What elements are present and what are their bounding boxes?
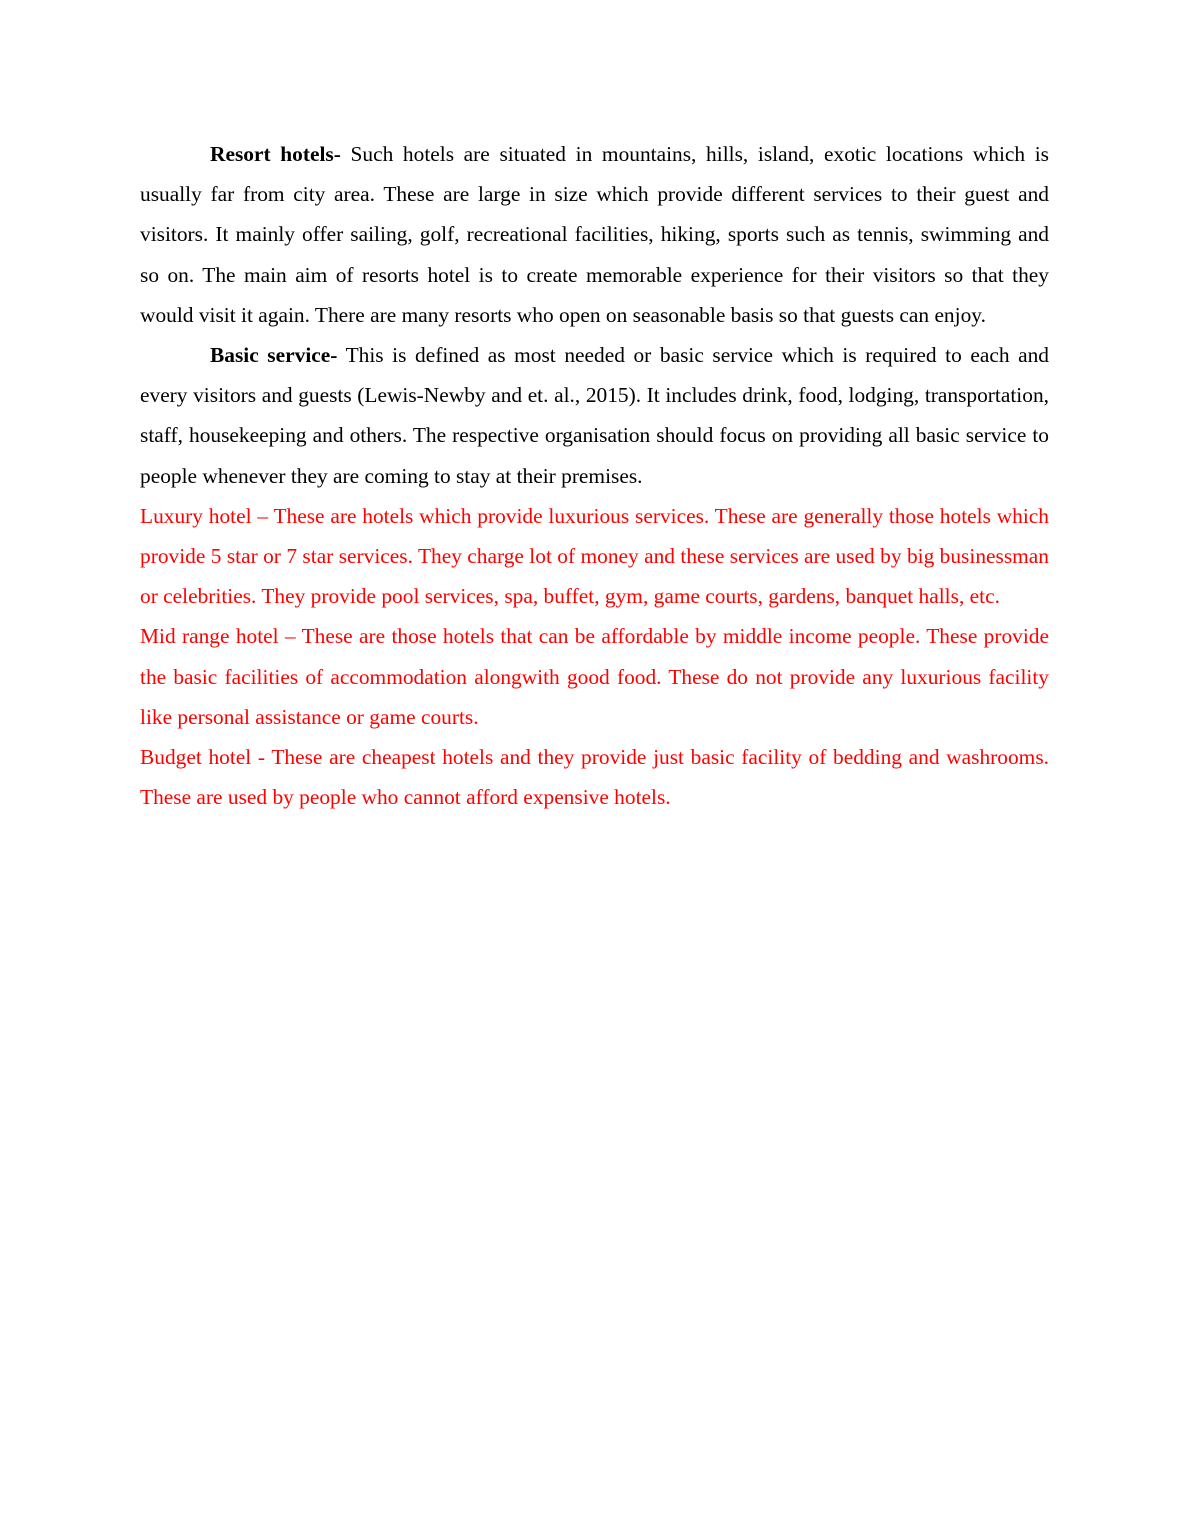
paragraph-text: Such hotels are situated in mountains, hills, island, exotic locations which is usually far from city area. These are large in size which provide different services to their guest and visitors. It mainly offer sailing, golf, recreational facilities, hiking, sports such as tennis, swimming and so on. The main aim of resorts hotel is to create memorable experience for their visitors so that they would visit it again. There are many resorts who open on seasonable basis so that guests can enjoy. [140,142,1049,327]
paragraph-luxury-hotel: Luxury hotel – These are hotels which provide luxurious services. These are generally those hotels which provide 5 star or 7 star services. They charge lot of money and these services are used by big businessman or celebrities. They provide pool services, spa, buffet, gym, game courts, gardens, banquet halls, etc. [140,503,1049,609]
paragraph-basic-service [140,335,1049,496]
paragraph-text: This is defined as most needed or basic service which is required to each and every visitors and guests (Lewis-Newby and et. al., 2015). It includes drink, food, lodging, transportation, staff, housekeeping and others. The respective organisation should focus on providing all basic service to people whenever they are coming to stay at their premises. [140,343,1049,488]
term-resort-hotels: Resort hotels- [210,142,341,166]
term-basic-service: Basic service- [210,343,338,368]
paragraph-budget-hotel: Budget hotel - These are cheapest hotels and they provide just basic facility of bedding and washrooms. These are used by people who cannot afford expensive hotels. [140,745,1049,810]
paragraph-resort-hotels [140,134,1049,335]
document-body [140,134,1049,817]
paragraph-mid-range-hotel: Mid range hotel – These are those hotels that can be affordable by middle income people. These provide the basic facilities of accommodation alongwith good food. These do not provide any luxurious facility like personal assistance or game courts. [140,624,1049,729]
